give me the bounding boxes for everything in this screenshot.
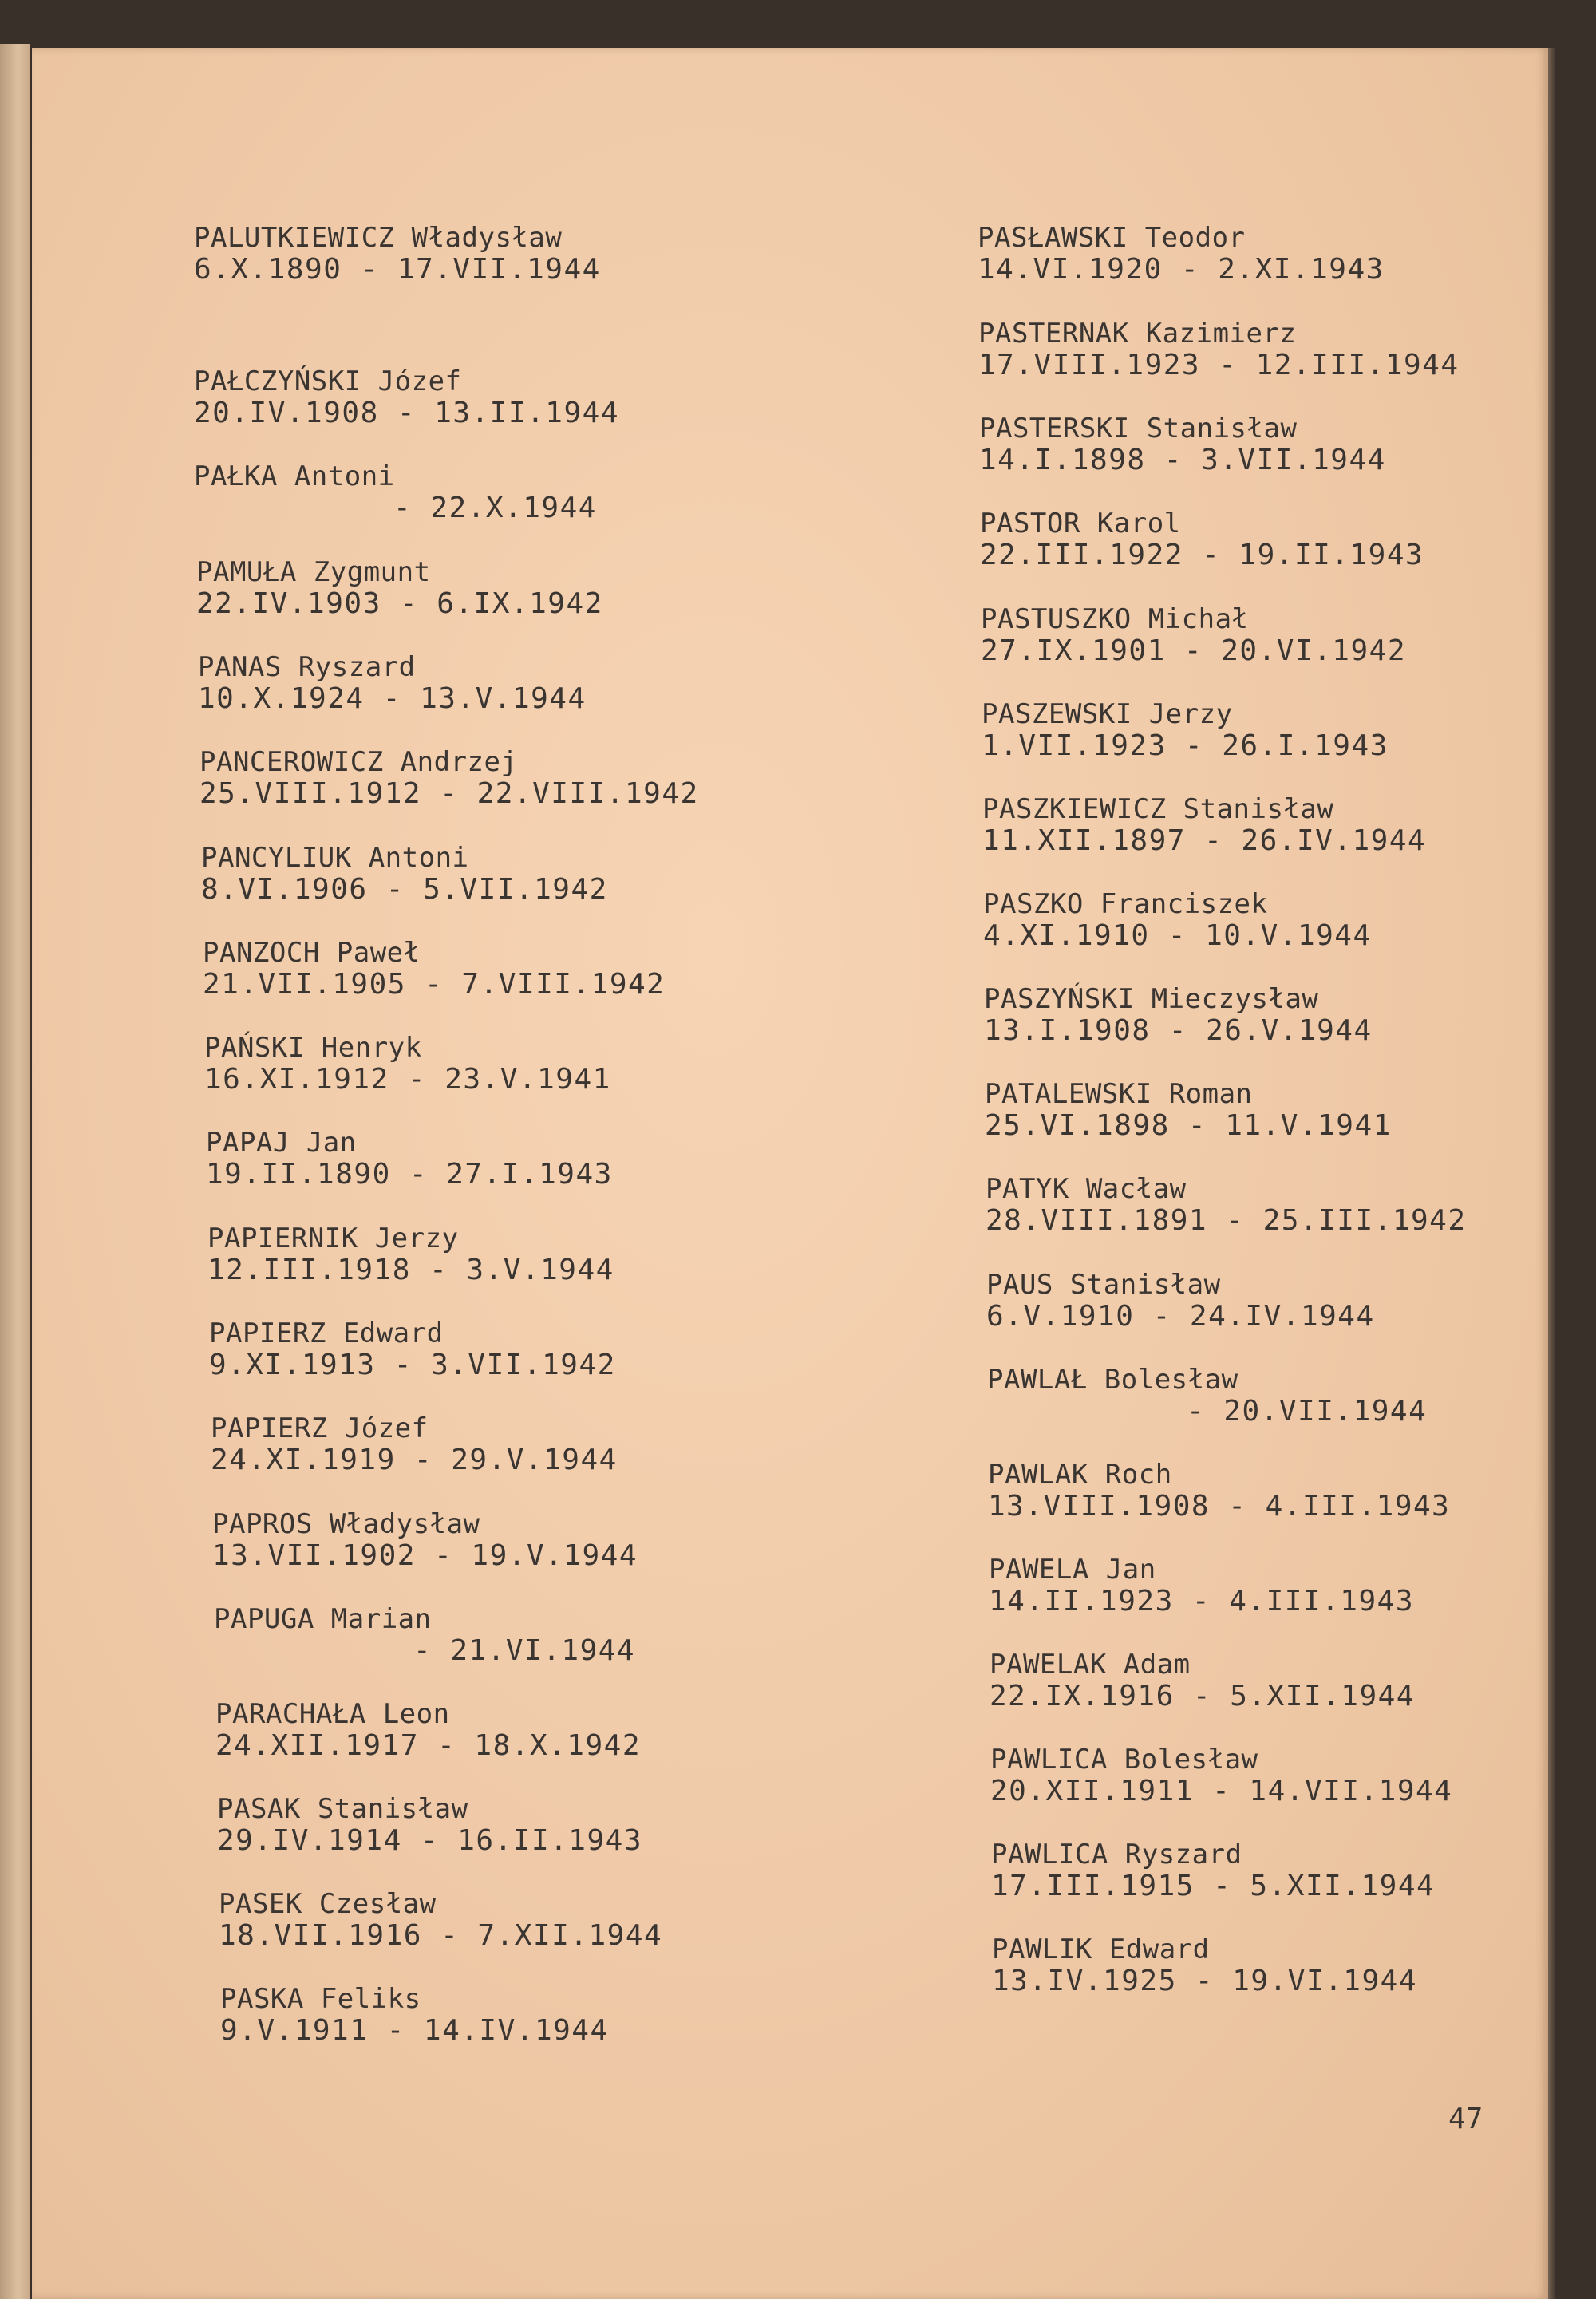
- entry-name: PAŃSKI Henryk: [204, 1032, 422, 1064]
- entry: [978, 318, 1460, 381]
- entry: [986, 1269, 1375, 1333]
- entry-dates: 20.IV.1908 - 13.II.1944: [194, 397, 619, 429]
- entry-dates: 6.X.1890 - 17.VII.1944: [194, 253, 601, 286]
- entry-name: PAMUŁA Zygmunt: [196, 556, 431, 588]
- entry-dates: 13.VIII.1908 - 4.III.1943: [988, 1490, 1451, 1523]
- entry-dates: 20.XII.1911 - 14.VII.1944: [990, 1775, 1453, 1807]
- entry-name: PALUTKIEWICZ Władysław: [194, 222, 563, 254]
- entry-dates: 12.III.1918 - 3.V.1944: [207, 1254, 614, 1286]
- entry-dates: 9.V.1911 - 14.IV.1944: [220, 2014, 609, 2047]
- entry-dates: - 22.X.1944: [393, 492, 597, 524]
- entry-name: PASTOR Karol: [980, 508, 1181, 539]
- entry-dates: 25.VI.1898 - 11.V.1941: [985, 1109, 1392, 1142]
- entry: [982, 698, 1389, 762]
- entry-dates: 13.VII.1902 - 19.V.1944: [212, 1539, 638, 1572]
- entry-name: PASTERSKI Stanisław: [979, 413, 1298, 444]
- entry-dates: 17.III.1915 - 5.XII.1944: [991, 1870, 1436, 1902]
- entry: [989, 1554, 1414, 1618]
- entry: [985, 1078, 1392, 1142]
- entry-name: PAPUGA Marian: [214, 1603, 432, 1635]
- page-number: 47: [1448, 2103, 1483, 2135]
- entry-name: PATYK Wacław: [986, 1173, 1187, 1205]
- entry-name: PAWLAK Roch: [988, 1459, 1172, 1491]
- entry-dates: 14.I.1898 - 3.VII.1944: [979, 444, 1386, 476]
- entry-name: PASAK Stanisław: [217, 1793, 468, 1825]
- entry-name: PAWLICA Bolesław: [990, 1744, 1258, 1776]
- entry: [200, 746, 699, 810]
- entry-name: PAPAJ Jan: [206, 1127, 357, 1159]
- entry-name: PANZOCH Paweł: [203, 937, 421, 969]
- entry-name: PASZYŃSKI Mieczysław: [984, 983, 1319, 1015]
- entry-name: PASKA Feliks: [220, 1983, 421, 2015]
- entry-dates: 6.V.1910 - 24.IV.1944: [986, 1300, 1375, 1333]
- entry-name: PASŁAWSKI Teodor: [978, 222, 1246, 254]
- entry: [220, 1983, 609, 2047]
- entry-dates: 24.XI.1919 - 29.V.1944: [211, 1444, 618, 1476]
- entry: [984, 983, 1373, 1047]
- entry-name: PAŁCZYŃSKI Józef: [194, 365, 462, 397]
- entry-name: PASEK Czesław: [219, 1888, 437, 1920]
- entry-name: PAPROS Władysław: [212, 1508, 480, 1540]
- entry-dates: 22.IX.1916 - 5.XII.1944: [990, 1680, 1415, 1712]
- entry: [211, 1412, 618, 1476]
- entry-dates: 16.XI.1912 - 23.V.1941: [204, 1063, 611, 1096]
- entry-dates: 9.XI.1913 - 3.VII.1942: [209, 1349, 616, 1381]
- entry: [982, 793, 1426, 857]
- entry: [209, 1317, 616, 1381]
- entry-dates: 22.III.1922 - 19.II.1943: [980, 539, 1424, 571]
- entry-name: PANCEROWICZ Andrzej: [200, 746, 518, 778]
- entry-name: PASTERNAK Kazimierz: [978, 318, 1297, 350]
- previous-page-edge: [0, 44, 30, 2299]
- entry: [979, 413, 1386, 476]
- entry: [214, 1603, 635, 1667]
- entry-name: PAWELA Jan: [989, 1554, 1156, 1586]
- entry-dates: - 20.VII.1944: [1187, 1395, 1428, 1428]
- entry-dates: 22.IV.1903 - 6.IX.1942: [196, 587, 603, 620]
- entry-dates: 8.VI.1906 - 5.VII.1942: [201, 873, 608, 906]
- entry: [203, 937, 665, 1001]
- entry-dates: 13.IV.1925 - 19.VI.1944: [992, 1965, 1417, 1997]
- entry: [194, 222, 601, 286]
- entry: [217, 1793, 642, 1857]
- entry: [198, 651, 587, 715]
- entry-dates: 13.I.1908 - 26.V.1944: [984, 1014, 1373, 1047]
- entry-name: PAPIERZ Edward: [209, 1317, 444, 1349]
- entry: [215, 1698, 641, 1762]
- entry: [194, 460, 597, 524]
- entry: [201, 842, 608, 906]
- entry-name: PAPIERNIK Jerzy: [207, 1223, 459, 1254]
- entry-name: PANCYLIUK Antoni: [201, 842, 469, 874]
- entry-dates: 28.VIII.1891 - 25.III.1942: [986, 1204, 1467, 1237]
- entry-dates: 24.XII.1917 - 18.X.1942: [215, 1729, 641, 1762]
- entry-name: PANAS Ryszard: [198, 651, 416, 683]
- entry-name: PAWLAŁ Bolesław: [987, 1364, 1238, 1396]
- entry: [990, 1649, 1415, 1712]
- entry-dates: 1.VII.1923 - 26.I.1943: [982, 729, 1389, 762]
- entry: [987, 1364, 1427, 1428]
- entry-name: PAWLICA Ryszard: [991, 1839, 1242, 1870]
- entry-dates: 18.VII.1916 - 7.XII.1944: [219, 1919, 663, 1952]
- entry-name: PAWELAK Adam: [990, 1649, 1191, 1681]
- entry: [978, 222, 1385, 286]
- entry-name: PAUS Stanisław: [986, 1269, 1221, 1301]
- entry: [196, 556, 603, 620]
- entry-dates: - 21.VI.1944: [413, 1634, 636, 1667]
- entry: [194, 365, 619, 429]
- entry-name: PAPIERZ Józef: [211, 1412, 429, 1444]
- entry-dates: 11.XII.1897 - 26.IV.1944: [982, 824, 1427, 857]
- entry: [991, 1839, 1435, 1902]
- entry: [990, 1744, 1452, 1807]
- entry-name: PASZKIEWICZ Stanisław: [982, 793, 1334, 825]
- entry-dates: 25.VIII.1912 - 22.VIII.1942: [200, 777, 699, 810]
- entry-dates: 10.X.1924 - 13.V.1944: [198, 682, 587, 715]
- entry-dates: 4.XI.1910 - 10.V.1944: [983, 919, 1372, 952]
- entry: [988, 1459, 1450, 1523]
- entry-dates: 21.VII.1905 - 7.VIII.1942: [203, 968, 666, 1001]
- entry-name: PAŁKA Antoni: [194, 460, 395, 492]
- entry-dates: 27.IX.1901 - 20.VI.1942: [981, 634, 1406, 667]
- entry: [207, 1223, 614, 1286]
- entry-name: PAWLIK Edward: [992, 1934, 1210, 1965]
- entry: [992, 1934, 1417, 1997]
- entry: [219, 1888, 662, 1952]
- entry-name: PATALEWSKI Roman: [985, 1078, 1253, 1110]
- entry: [212, 1508, 638, 1572]
- entry-name: PASZEWSKI Jerzy: [982, 698, 1233, 730]
- entry: [981, 603, 1406, 667]
- entry: [980, 508, 1424, 571]
- entry: [206, 1127, 613, 1191]
- entry: [983, 888, 1372, 952]
- entry: [986, 1173, 1467, 1237]
- entry-name: PASTUSZKO Michał: [981, 603, 1249, 635]
- entry-dates: 19.II.1890 - 27.I.1943: [206, 1158, 613, 1191]
- entry-name: PASZKO Franciszek: [983, 888, 1268, 920]
- entry-dates: 14.II.1923 - 4.III.1943: [989, 1585, 1414, 1618]
- entry-dates: 14.VI.1920 - 2.XI.1943: [978, 253, 1385, 286]
- entry-dates: 29.IV.1914 - 16.II.1943: [217, 1824, 642, 1857]
- document-page: [32, 48, 1548, 2299]
- entry-name: PARACHAŁA Leon: [215, 1698, 450, 1730]
- entry-dates: 17.VIII.1923 - 12.III.1944: [978, 349, 1460, 381]
- entry: [204, 1032, 611, 1096]
